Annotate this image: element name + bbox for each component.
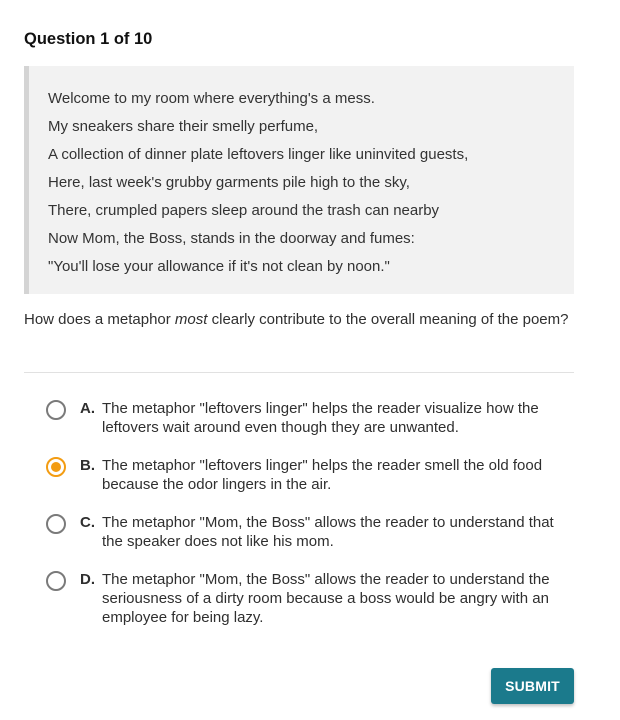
poem-line: Now Mom, the Boss, stands in the doorway and fumes:	[48, 230, 415, 247]
poem-line: My sneakers share their smelly perfume,	[48, 118, 319, 135]
answer-option-b[interactable]	[46, 456, 576, 494]
option-letter: C.	[80, 514, 95, 531]
answer-option-c[interactable]	[46, 513, 576, 551]
option-letter: A.	[80, 400, 95, 417]
answer-option-d[interactable]	[46, 570, 576, 627]
option-text: The metaphor "Mom, the Boss" allows the reader to understand that the speaker does not like his mom.	[102, 514, 554, 550]
option-text: The metaphor "leftovers linger" helps the reader visualize how the leftovers wait around even though they are unwanted.	[102, 400, 539, 436]
question-prompt	[24, 310, 584, 329]
answer-option-a[interactable]	[46, 399, 576, 437]
radio-button[interactable]	[46, 571, 66, 591]
prompt-text-before: How does a metaphor	[24, 311, 175, 328]
option-text: The metaphor "Mom, the Boss" allows the reader to understand the seriousness of a dirty room because a boss would be angry with an employee for being lazy.	[102, 571, 550, 626]
poem-line: Here, last week's grubby garments pile high to the sky,	[48, 174, 410, 191]
option-letter: D.	[80, 571, 95, 588]
prompt-text-after: clearly contribute to the overall meaning of the poem?	[207, 311, 569, 328]
answer-options	[46, 399, 576, 646]
divider	[24, 372, 574, 373]
radio-button[interactable]	[46, 514, 66, 534]
question-header: Question 1 of 10	[24, 30, 153, 48]
option-text: The metaphor "leftovers linger" helps the reader smell the old food because the odor lingers in the air.	[102, 457, 543, 493]
poem-line: There, crumpled papers sleep around the trash can nearby	[48, 202, 440, 219]
submit-button[interactable]: SUBMIT	[491, 668, 574, 704]
prompt-emphasis: most	[174, 311, 208, 328]
option-letter: B.	[80, 457, 95, 474]
radio-button-selected[interactable]	[46, 457, 66, 477]
poem-line: A collection of dinner plate leftovers linger like uninvited guests,	[48, 146, 469, 163]
poem-passage	[24, 66, 574, 294]
poem-line: "You'll lose your allowance if it's not clean by noon."	[48, 258, 390, 275]
poem-line: Welcome to my room where everything's a mess.	[48, 90, 375, 107]
radio-button[interactable]	[46, 400, 66, 420]
